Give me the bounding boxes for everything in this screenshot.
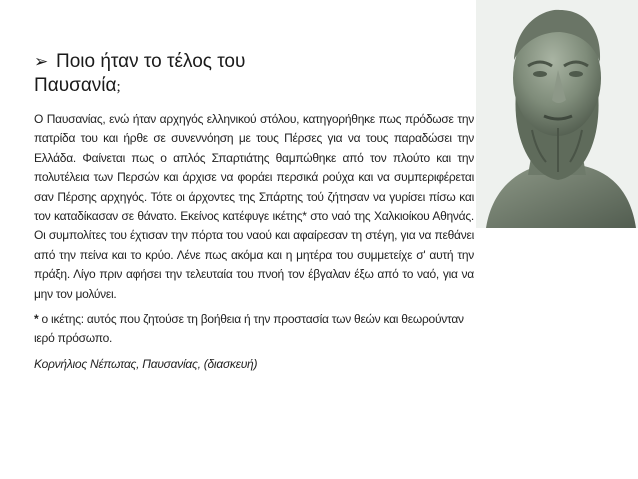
slide-title [34, 50, 334, 99]
footnote-star: * [34, 312, 39, 327]
passage [34, 110, 474, 374]
footnote [34, 310, 474, 349]
title-line-1: Ποιο ήταν το τέλος του [56, 51, 246, 72]
footnote-text: ο ικέτης: αυτός που ζητούσε τη βοήθεια ή την προστασία των θεών και θεωρούνταν ιερό πρόσωπο. [34, 312, 464, 346]
arrow-bullet-icon: ➢ [34, 52, 49, 71]
title-question-mark: ; [116, 79, 121, 95]
passage-body: Ο Παυσανίας, ενώ ήταν αρχηγός ελληνικού στόλου, κατηγορήθηκε πως πρόδωσε την πατρίδα του και ήρθε σε συνεννόηση με τους Πέρσες για να τους παραδώσει την Ελλάδα. Φαίνεται πως ο απλός Σπαρτιάτης θαμπώθηκε από τον πλούτο και την πολυτέλεια των Περσών και άρχισε να φοράει περσικά ρούχα και να συμπεριφέρεται σαν Πέρσης αρχηγός. Τότε οι άρχοντες της Σπάρτης τού ζήτησαν να γυρίσει πίσω και τον καταδίκασαν σε θάνατο. Εκείνος κατέφυγε ικέτης* στο ναό της Χαλκιοίκου Αθηνάς. Οι συμπολίτες του έχτισαν την πόρτα του ναού και αφαίρεσαν τη στέγη, για να πεθάνει από την πείνα και το κρύο. Λένε πως ακόμα και η μητέρα του συμμετείχε σ' αυτή την πράξη. Λίγο πριν αφήσει την τελευταία του πνοή τον έβγαλαν έξω από το ναό, για να μην τον μολύνει. [34, 112, 474, 301]
source-citation: Κορνήλιος Νέπωτας, Παυσανίας, (διασκευή) [34, 356, 258, 371]
bust-portrait-icon [476, 0, 638, 228]
title-line-2: Παυσανία [34, 75, 117, 96]
